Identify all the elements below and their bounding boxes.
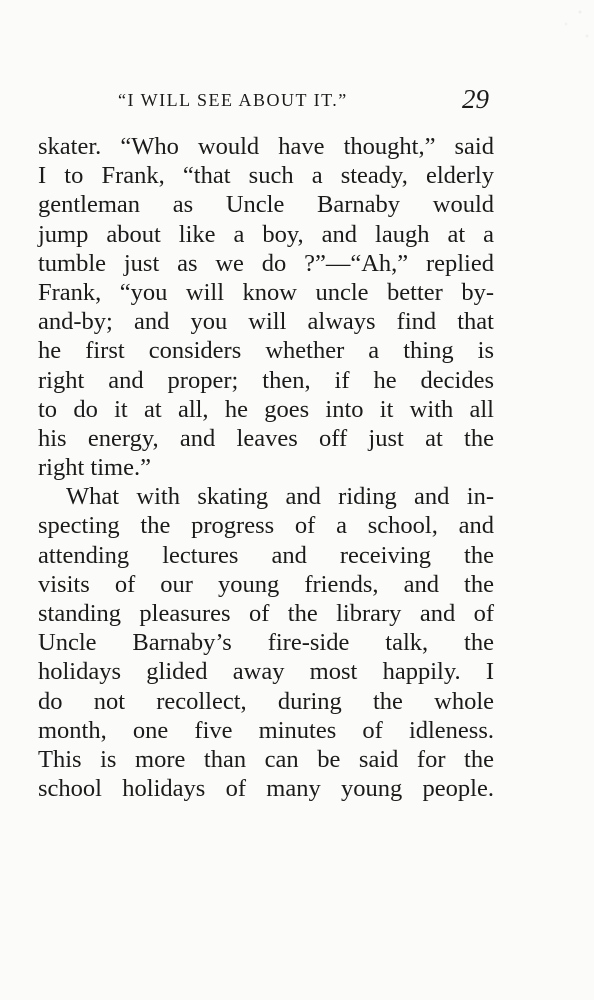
text-line: his energy, and leaves off just at the [38, 424, 494, 452]
text-line: do not recollect, during the whole [38, 687, 494, 715]
text-line: right and proper; then, if he decides [38, 366, 494, 394]
text-line: skater. “Who would have thought,” said [38, 133, 494, 160]
text-line: visits of our young friends, and the [38, 570, 494, 598]
text-line: and-by; and you will always find that [38, 308, 494, 336]
text-line: This is more than can be said for the [38, 745, 494, 773]
text-line: What with skating and riding and in- [66, 483, 494, 511]
text-line: month, one five minutes of idleness. [38, 716, 494, 744]
text-line: school holidays of many young people. [38, 775, 494, 803]
body-text [38, 132, 494, 803]
text-line: Uncle Barnaby’s fire-side talk, the [38, 629, 494, 657]
paper-speckle [524, 0, 594, 60]
text-line: to do it at all, he goes into it with all [38, 395, 494, 423]
page-number: 29 [462, 84, 489, 114]
text-line: attending lectures and receiving the [38, 541, 494, 569]
text-line: Frank, “you will know uncle better by- [38, 278, 494, 306]
text-line: he first considers whether a thing is [38, 337, 494, 365]
text-line: I to Frank, “that such a steady, elderly [38, 162, 494, 190]
running-title: “I WILL SEE ABOUT IT.” [118, 90, 348, 110]
text-line: specting the progress of a school, and [38, 512, 494, 540]
running-head [0, 86, 594, 122]
text-line: holidays glided away most happily. I [38, 658, 494, 686]
text-line: tumble just as we do ?”—“Ah,” replied [38, 249, 494, 277]
text-line: standing pleasures of the library and of [38, 600, 494, 627]
text-line: right time.” [38, 454, 151, 482]
text-line: jump about like a boy, and laugh at a [38, 220, 494, 248]
text-line: gentleman as Uncle Barnaby would [38, 191, 494, 219]
